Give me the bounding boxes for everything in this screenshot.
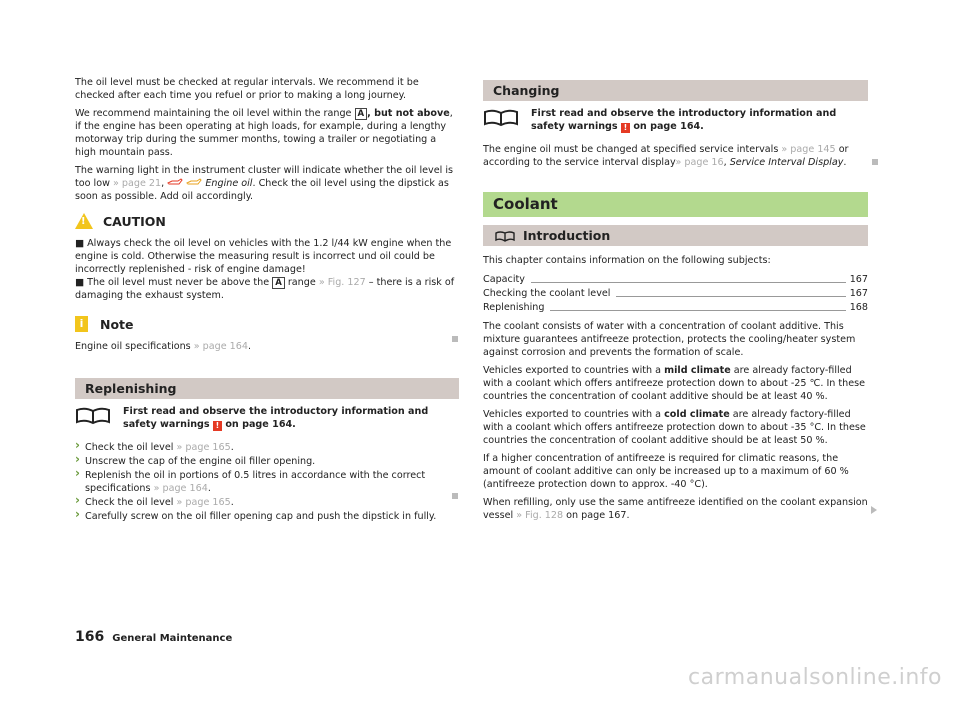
caution-item-1: ■ Always check the oil level on vehicles with the 1.2 l/44 kW engine when the engine is cold. Otherwise the measuring result is incorrect und oil could be incorrectly replenished - risk of engine damage!: [75, 238, 452, 275]
oil-check-paragraph: The oil level must be checked at regular intervals. We recommend it be checked after each time you refuel or prior to making a long journey.: [75, 77, 419, 101]
toc-list: [483, 273, 868, 314]
fig-127-link[interactable]: » Fig. 127: [318, 277, 366, 288]
open-book-icon-2: [483, 107, 519, 127]
page-164-link[interactable]: » page 164: [193, 341, 248, 352]
caution-title: CAUTION: [103, 213, 166, 229]
changing-section-title: Changing: [483, 80, 868, 101]
right-column: [483, 80, 868, 527]
page-165-link[interactable]: » page 165: [176, 442, 231, 453]
left-column: [75, 76, 459, 524]
coolant-paragraph-4: If a higher concentration of antifreeze is required for climatic reasons, the amount of coolant additive can only be increased up to a maximum of 60 % (antifreeze protection down to approx. -40 °C).: [483, 453, 849, 490]
watermark: carmanualsonline.info: [688, 665, 942, 690]
replenish-steps-list: [75, 441, 459, 523]
coolant-paragraph-2: Vehicles exported to countries with a mild climate are already factory-filled with a coolant which offers antifreeze protection down to about -25 ℃. In these countries the concentration of coolant additive should be at least 40 %.: [483, 365, 866, 402]
list-item: › Replenish the oil in portions of 0.5 litres in accordance with the correct specifications » page 164.: [75, 469, 459, 495]
note-header: [75, 316, 459, 332]
page-21-link[interactable]: » page 21: [112, 178, 162, 189]
warning-icon-2: !: [621, 123, 630, 133]
replenishing-section-title: Replenishing: [75, 378, 459, 399]
toc-row-checking[interactable]: Checking the coolant level 167: [483, 288, 868, 299]
range-a-box-2: A: [272, 277, 285, 289]
section-end-marker-2: [452, 493, 458, 499]
open-book-icon: [75, 405, 111, 425]
page-number: 166: [75, 629, 105, 645]
caution-header: [75, 213, 459, 229]
intro-lead: This chapter contains information on the following subjects:: [483, 255, 771, 266]
page-164-link-2[interactable]: » page 164: [153, 483, 208, 494]
coolant-paragraph-3: Vehicles exported to countries with a cold climate are already factory-filled with a coolant which offers antifreeze protection down to about -35 °C. In these countries the concentration of coolant additive should be at least 50 %.: [483, 409, 866, 446]
change-interval-paragraph: The engine oil must be changed at specified service intervals » page 145 or according to the service interval display» page 16, Service Interval Display.: [483, 144, 849, 168]
list-item: › Check the oil level » page 165.: [75, 496, 459, 509]
introduction-header: Introduction: [483, 225, 868, 246]
section-end-marker-3: [872, 159, 878, 165]
page-145-link[interactable]: » page 145: [781, 144, 836, 155]
open-book-icon-3: [495, 230, 515, 242]
list-item: › Check the oil level » page 165.: [75, 441, 459, 454]
list-item: › Unscrew the cap of the engine oil filler opening.: [75, 455, 459, 468]
page-footer: [75, 629, 232, 645]
first-read-notice: First read and observe the introductory information and safety warnings ! on page 164.: [75, 405, 459, 431]
note-info-icon: i: [75, 316, 88, 332]
section-end-marker: [452, 336, 458, 342]
caution-triangle-icon: !: [75, 213, 93, 229]
page-165-link-2[interactable]: » page 165: [176, 497, 231, 508]
list-item: › Carefully screw on the oil filler opening cap and push the dipstick in fully.: [75, 510, 459, 523]
oil-can-icon: [167, 178, 183, 186]
note-text: Engine oil specifications » page 164.: [75, 341, 252, 352]
coolant-paragraph-1: The coolant consists of water with a concentration of coolant additive. This mixture guarantees antifreeze protection, protects the cooling/heater system against corrosion and prevents the formation of scale.: [483, 321, 856, 358]
coolant-paragraph-5: When refilling, only use the same antifreeze identified on the coolant expansion vessel » Fig. 128 on page 167.: [483, 497, 868, 521]
toc-row-replenishing[interactable]: Replenishing 168: [483, 302, 868, 313]
note-title: Note: [100, 316, 134, 332]
continue-arrow-icon: [871, 506, 877, 514]
oil-can-icon-2: [186, 178, 202, 186]
page-16-link[interactable]: » page 16: [675, 157, 724, 168]
caution-item-2: ■ The oil level must never be above the A range » Fig. 127 – there is a risk of damaging the exhaust system.: [75, 277, 455, 301]
footer-section-label: General Maintenance: [112, 633, 233, 644]
toc-row-capacity[interactable]: Capacity 167: [483, 274, 868, 285]
oil-range-paragraph: We recommend maintaining the oil level within the range A , but not above, if the engine has been operating at high loads, for example, during a lengthy motorway trip during the summer months, towing a trailer or negotiating a high mountain pass.: [75, 108, 453, 158]
first-read-notice-2: First read and observe the introductory information and safety warnings ! on page 164.: [483, 107, 868, 133]
warning-light-paragraph: The warning light in the instrument cluster will indicate whether the oil level is too low » page 21, Engine oil. Check the oil level using the dipstick as soon as possible. Add oil accordingly.: [75, 165, 454, 202]
range-a-box: A: [355, 108, 368, 120]
fig-128-link[interactable]: » Fig. 128: [516, 510, 564, 521]
coolant-chapter-title: Coolant: [483, 192, 868, 217]
warning-icon: !: [213, 421, 222, 431]
